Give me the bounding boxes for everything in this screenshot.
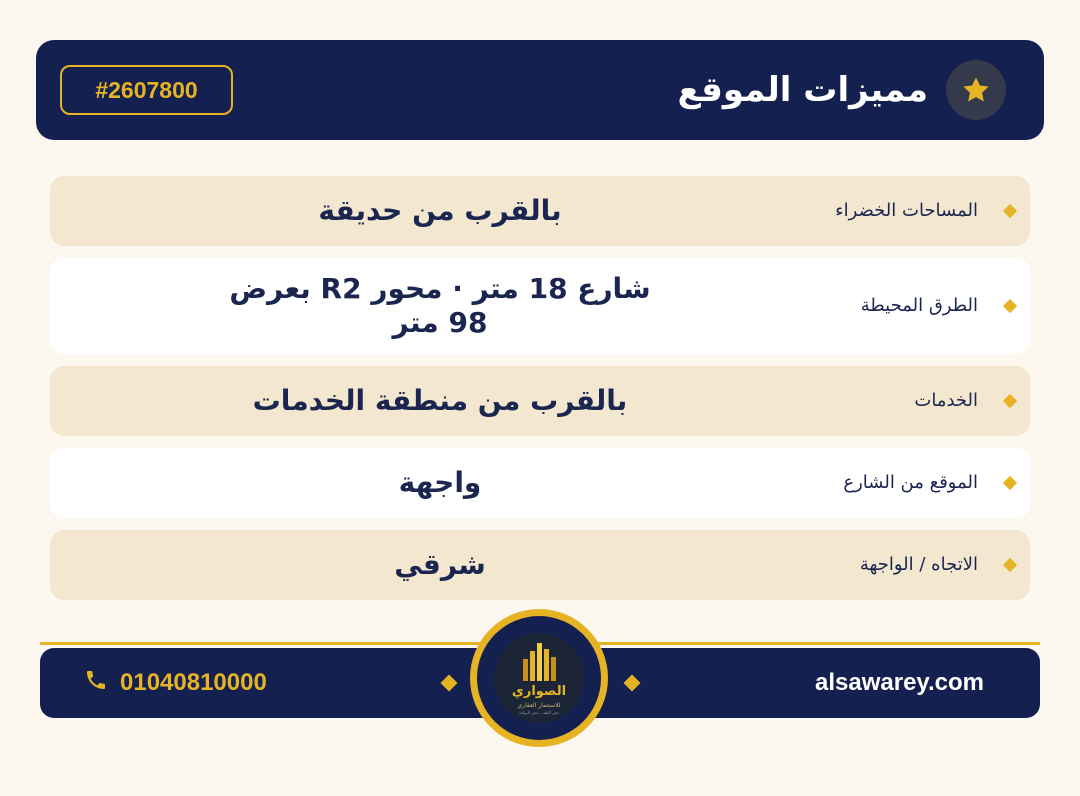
phone-icon xyxy=(84,668,108,699)
phone-contact[interactable] xyxy=(84,648,267,718)
feature-value: شرقي xyxy=(394,548,486,581)
feature-value: بالقرب من منطقة الخدمات xyxy=(252,384,628,417)
diamond-bullet-icon xyxy=(441,675,458,692)
logo-tagline: نحن الثقة .. نحن الريادة xyxy=(519,710,559,715)
page-title: مميزات الموقع xyxy=(677,70,928,110)
feature-label: الخدمات xyxy=(914,390,978,411)
diamond-bullet-icon xyxy=(1003,558,1017,572)
logo-name: الصواري xyxy=(511,684,567,699)
feature-value: بالقرب من حديقة xyxy=(318,194,562,227)
star-icon xyxy=(946,60,1006,120)
feature-label: المساحات الخضراء xyxy=(835,200,978,221)
website-link[interactable]: alsawarey.com xyxy=(815,669,984,696)
diamond-bullet-icon xyxy=(1003,204,1017,218)
feature-label: الطرق المحيطة xyxy=(860,295,978,316)
feature-row-direction xyxy=(50,530,1030,600)
feature-value: واجهة xyxy=(398,466,482,499)
feature-row-surrounding-roads xyxy=(50,258,1030,354)
feature-value: شارع 18 متر · محور R2 بعرض 98 متر xyxy=(229,272,651,339)
feature-label: الاتجاه / الواجهة xyxy=(859,554,978,575)
diamond-bullet-icon xyxy=(624,675,641,692)
feature-label: الموقع من الشارع xyxy=(843,472,978,493)
feature-row-green-spaces xyxy=(50,176,1030,246)
diamond-bullet-icon xyxy=(1003,299,1017,313)
diamond-bullet-icon xyxy=(1003,394,1017,408)
phone-number: 01040810000 xyxy=(120,669,267,696)
diamond-bullet-icon xyxy=(1003,476,1017,490)
company-logo xyxy=(470,609,608,747)
feature-row-services xyxy=(50,366,1030,436)
listing-code-badge: #2607800 xyxy=(60,65,233,115)
feature-row-street-position xyxy=(50,448,1030,518)
header-bar xyxy=(36,40,1044,140)
logo-subtitle: للاستثمار العقاري xyxy=(517,702,561,709)
